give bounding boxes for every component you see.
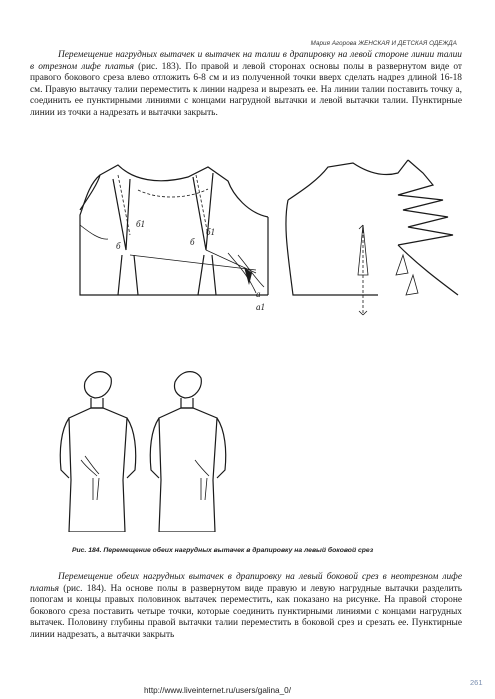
left-bodice-pattern: [80, 165, 268, 312]
right-bodice-pattern: [286, 160, 458, 315]
figure-184-illustrations: [55, 360, 305, 532]
footer-url: http://www.liveinternet.ru/users/galina_0/: [144, 686, 291, 695]
page-header: Мария Агорова ЖЕНСКАЯ И ДЕТСКАЯ ОДЕЖДА: [310, 40, 457, 47]
label-b-right: б: [190, 237, 195, 247]
paragraph-2: [30, 572, 462, 641]
pattern-figure-183: [78, 155, 478, 345]
label-b-left: б: [116, 241, 121, 251]
dress-side-view: [150, 372, 225, 532]
paragraph-1-heading: Перемещение нагрудных вытачек и вытачек на талии в драпировку на левой стороне линии талии в отрезном лифе платья: [30, 50, 462, 72]
page-number: 261: [470, 678, 483, 687]
dress-front-view: [60, 372, 135, 532]
label-a1: а1: [256, 302, 265, 312]
paragraph-2-body: (рис. 184). На основе полы в развернутом виде правую и левую нагрудные вытачки разделить попогам и концы правых половинок вытачек переместить, как показано на рисунке. На правой стороне бокового среза поставить четыре точки, которые соединить пунктирными линиями с концами нагрудных вытачек. Половину глубины правой вытачки талии переместить в боковой срез и срезать ее. Пунктирные линии надрезать, а вытачки закрыть: [30, 583, 462, 640]
paragraph-2-heading: Перемещение обеих нагрудных вытачек в драпировку на левый боковой срез в неотрезном лифе платья: [30, 572, 462, 594]
paragraph-1-body: (рис. 183). По правой и левой сторонах основы полы в развернутом виде от правого бокового среза влево отложить 6-8 см и из полученной точки вверх сделать надрез длиной 16-18 см. Правую вытачку талии переместить к линии надреза и вырезать ее. На линии талии поставить точку а, соединить ее пунктирными линиями с концами нагрудной вытачки и левой вытачки талии. Пунктирные линии из точки а надрезать и вытачки закрыть.: [30, 61, 462, 118]
label-a: а: [256, 289, 261, 299]
label-b1-left: б1: [136, 219, 146, 229]
label-b1-right: б1: [206, 227, 216, 237]
figure-caption: Рис. 184. Перемещение обеих нагрудных вытачек в драпировку на левый боковой срез: [72, 547, 374, 554]
paragraph-1: [30, 50, 462, 119]
